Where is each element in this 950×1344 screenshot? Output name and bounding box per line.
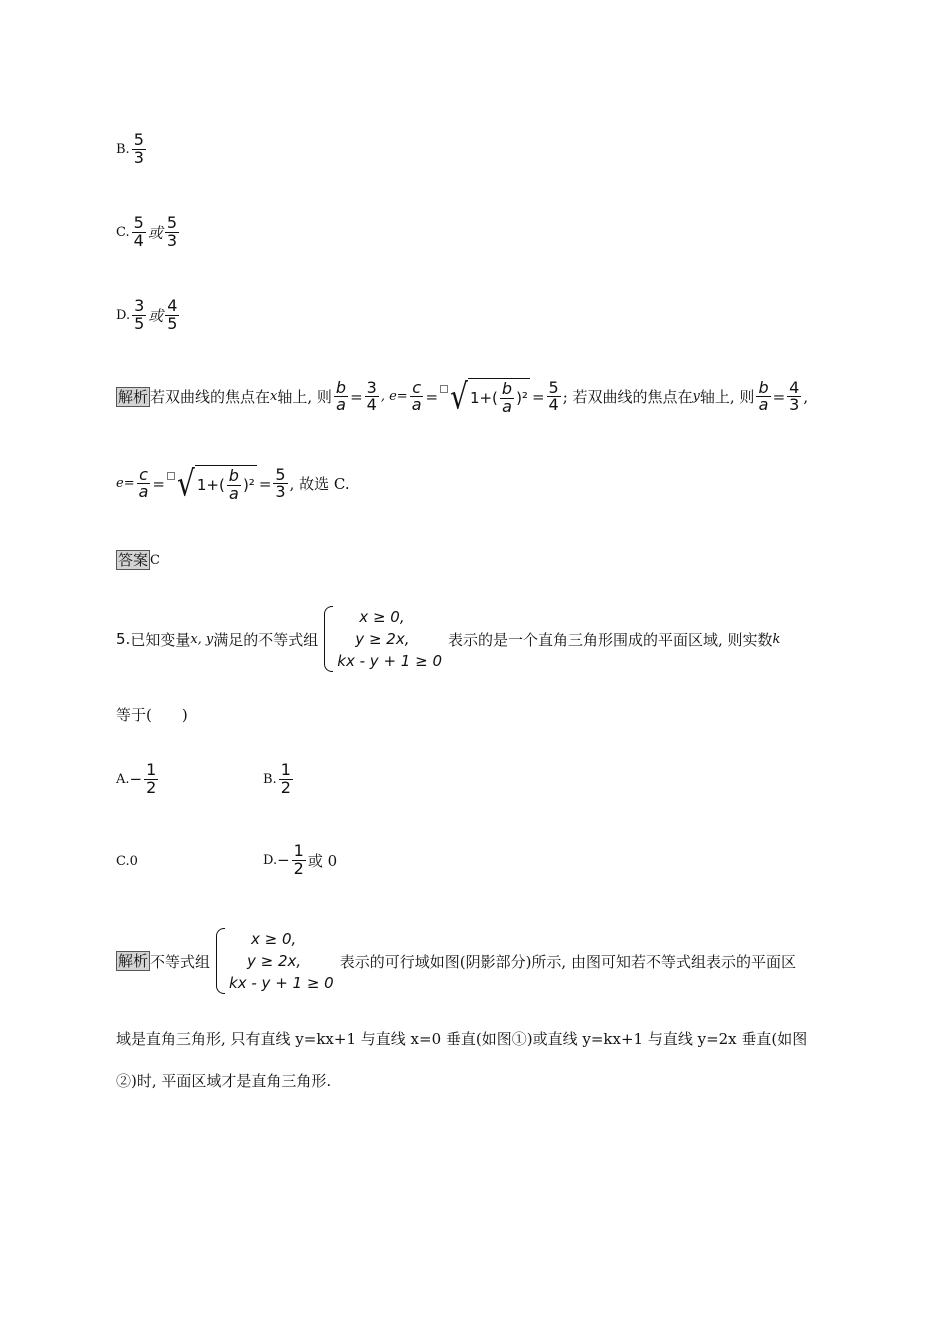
option-d: D. − $\frac{1}{2}$ 或 0: [263, 841, 338, 878]
fraction: $\frac{1}{2}$: [293, 841, 304, 878]
option-c-prev: [116, 215, 181, 250]
option-label: C.: [116, 224, 130, 240]
option-label: D.: [116, 307, 131, 323]
fraction: $\frac{1}{2}$: [280, 760, 291, 797]
left-brace-icon: [216, 928, 225, 994]
fraction: $\frac{5}{4}$: [133, 213, 144, 250]
radical-icon: √: [450, 375, 468, 417]
analysis-tag: 解析: [118, 387, 149, 406]
option-a: A. − $\frac{1}{2}$: [116, 760, 157, 797]
option-b-prev: [116, 132, 148, 167]
question-number: 5.: [116, 630, 131, 648]
option-label: B.: [116, 141, 130, 157]
or-text: 或: [147, 223, 163, 242]
left-brace-icon: [324, 606, 333, 672]
question-5-stem: 5. 已知变量 x, y 满足的不等式组 x ≥ 0, y ≥ 2x, kx - y + 1 ≥ 0 表示的是一个直角三角形围成的平面区域, 则实数 k: [116, 608, 781, 670]
fraction: $\frac{b}{a}$: [758, 377, 769, 415]
fraction: $\frac{1}{2}$: [146, 760, 157, 797]
answer-tag: 答案: [118, 551, 149, 569]
fraction: $\frac{b}{a}$: [501, 379, 513, 416]
analysis-tag: 解析: [118, 952, 149, 970]
fraction: $\frac{5}{3}$: [133, 130, 144, 167]
question-5-stem-end: 等于( ): [116, 706, 188, 724]
fraction: $\frac{b}{a}$: [335, 377, 347, 415]
or-text: 或: [148, 306, 164, 325]
fraction: $\frac{3}{4}$: [366, 377, 377, 415]
fraction: $\frac{c}{a}$: [138, 464, 149, 502]
inequality-system: x ≥ 0, y ≥ 2x, kx - y + 1 ≥ 0: [324, 606, 442, 672]
sqrt-expression: √ 1+( $\frac{b}{a}$ )²: [167, 465, 257, 503]
option-c: C. 0: [116, 853, 138, 869]
fraction: $\frac{3}{5}$: [134, 296, 145, 333]
answer-line: [116, 550, 160, 570]
fraction: $\frac{5}{4}$: [548, 377, 559, 415]
fraction: $\frac{5}{3}$: [166, 213, 178, 250]
option-d-prev: [116, 298, 181, 333]
fraction: $\frac{c}{a}$: [411, 377, 422, 415]
fraction: $\frac{4}{3}$: [789, 377, 800, 415]
placeholder-box-icon: [440, 385, 448, 393]
placeholder-box-icon: [167, 472, 175, 480]
q5-analysis-line-1: 解析 不等式组 x ≥ 0, y ≥ 2x, kx - y + 1 ≥ 0 表示的可行域如图(阴影部分)所示, 由图可知若不等式组表示的平面区: [118, 930, 796, 992]
analysis-line-2: e= $\frac{c}{a}$ = √ 1+( $\frac{b}{a}$ )² = $\frac{5}{3}$ , 故选 C.: [116, 462, 350, 504]
fraction: $\frac{4}{5}$: [167, 296, 178, 333]
radical-icon: √: [176, 462, 195, 504]
q5-analysis-line-2: 域是直角三角形, 只有直线 y=kx+1 与直线 x=0 垂直(如图①)或直线 y=kx+1 与直线 y=2x 垂直(如图: [116, 1030, 808, 1048]
q5-analysis-line-3: ②)时, 平面区域才是直角三角形.: [116, 1072, 332, 1090]
fraction: $\frac{5}{3}$: [275, 464, 286, 502]
option-b: B. $\frac{1}{2}$: [263, 760, 291, 797]
inequality-system: x ≥ 0, y ≥ 2x, kx - y + 1 ≥ 0: [216, 928, 334, 994]
answer-value: C: [150, 552, 160, 568]
fraction: $\frac{b}{a}$: [228, 466, 239, 503]
sqrt-expression: √ 1+( $\frac{b}{a}$ )²: [440, 378, 530, 416]
analysis-line-1: 解析 若双曲线的焦点在 x 轴上, 则 $\frac{b}{a}$ = $\frac{3}{4}$ , e= $\frac{c}{a}$ = √ 1+( $\frac{b}{a}$ )² = $\frac{5}{4}$ ; 若双曲线的焦点在 y 轴上, 则 $\frac{b}{a}$ = $\frac{4}{3}$ ,: [118, 375, 809, 417]
